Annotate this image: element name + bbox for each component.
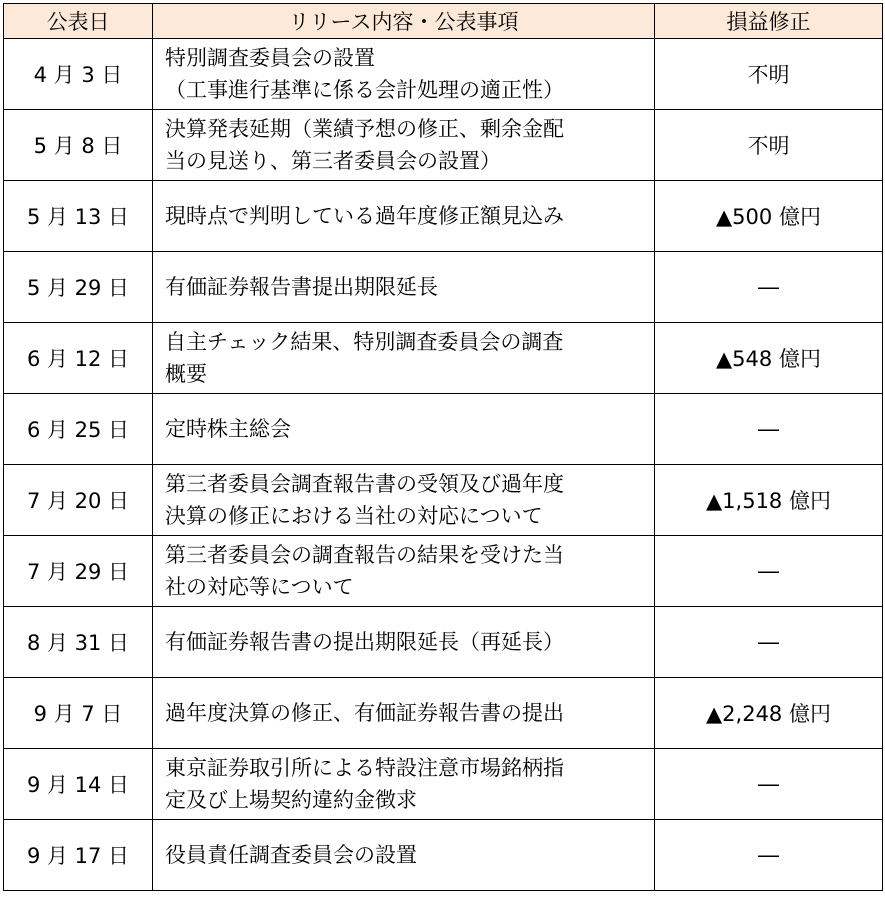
row-impact: ▲548 億円 bbox=[655, 323, 883, 394]
row-content-line: 特別調査委員会の設置 bbox=[165, 46, 375, 70]
row-content-line: 第三者委員会の調査報告の結果を受けた当 bbox=[165, 543, 564, 567]
row-content-line: 決算発表延期（業績予想の修正、剰余金配 bbox=[165, 117, 564, 141]
table-row bbox=[4, 749, 883, 820]
table-row bbox=[4, 678, 883, 749]
row-impact: ▲500 億円 bbox=[655, 181, 883, 252]
row-date: 8 月 31 日 bbox=[4, 607, 153, 678]
table-row bbox=[4, 110, 883, 181]
row-impact: ▲2,248 億円 bbox=[655, 678, 883, 749]
row-content-line: 有価証券報告書提出期限延長 bbox=[165, 275, 438, 299]
row-content bbox=[153, 678, 655, 749]
disclosure-timeline-table bbox=[3, 3, 883, 891]
row-date: 6 月 12 日 bbox=[4, 323, 153, 394]
table-row bbox=[4, 820, 883, 891]
row-date: 7 月 20 日 bbox=[4, 465, 153, 536]
row-content-line: 現時点で判明している過年度修正額見込み bbox=[165, 204, 564, 228]
row-impact: ― bbox=[655, 820, 883, 891]
row-date: 5 月 8 日 bbox=[4, 110, 153, 181]
header-date: 公表日 bbox=[4, 4, 153, 39]
row-impact: ― bbox=[655, 394, 883, 465]
header-impact: 損益修正 bbox=[655, 4, 883, 39]
row-content-line: 決算の修正における当社の対応について bbox=[165, 504, 543, 528]
row-content bbox=[153, 607, 655, 678]
row-content-line: 東京証券取引所による特設注意市場銘柄指 bbox=[165, 756, 564, 780]
row-date: 5 月 29 日 bbox=[4, 252, 153, 323]
row-content bbox=[153, 820, 655, 891]
row-content-line: 当の見送り、第三者委員会の設置） bbox=[165, 149, 501, 173]
row-content-line: 社の対応等について bbox=[165, 575, 354, 599]
row-impact: 不明 bbox=[655, 110, 883, 181]
table-row bbox=[4, 323, 883, 394]
row-content-line: 第三者委員会調査報告書の受領及び過年度 bbox=[165, 472, 564, 496]
header-row bbox=[4, 4, 883, 39]
row-content-line: 有価証券報告書の提出期限延長（再延長） bbox=[165, 630, 564, 654]
row-content-line: 概要 bbox=[165, 362, 207, 386]
table-row bbox=[4, 536, 883, 607]
row-date: 9 月 7 日 bbox=[4, 678, 153, 749]
row-content bbox=[153, 465, 655, 536]
row-content-line: 定時株主総会 bbox=[165, 417, 291, 441]
row-content bbox=[153, 323, 655, 394]
row-content bbox=[153, 181, 655, 252]
row-impact: ― bbox=[655, 749, 883, 820]
row-content bbox=[153, 536, 655, 607]
row-date: 6 月 25 日 bbox=[4, 394, 153, 465]
row-content bbox=[153, 39, 655, 110]
row-impact: 不明 bbox=[655, 39, 883, 110]
row-content bbox=[153, 110, 655, 181]
row-content bbox=[153, 749, 655, 820]
row-date: 4 月 3 日 bbox=[4, 39, 153, 110]
table-row bbox=[4, 252, 883, 323]
row-impact: ― bbox=[655, 607, 883, 678]
table-row bbox=[4, 39, 883, 110]
table-row bbox=[4, 181, 883, 252]
row-content-line: 役員責任調査委員会の設置 bbox=[165, 843, 417, 867]
table-row bbox=[4, 607, 883, 678]
row-impact: ― bbox=[655, 536, 883, 607]
row-date: 7 月 29 日 bbox=[4, 536, 153, 607]
row-content-line: 過年度決算の修正、有価証券報告書の提出 bbox=[165, 701, 564, 725]
row-date: 5 月 13 日 bbox=[4, 181, 153, 252]
row-content-line: 定及び上場契約違約金徴求 bbox=[165, 788, 417, 812]
row-impact: ― bbox=[655, 252, 883, 323]
row-content bbox=[153, 252, 655, 323]
table-row bbox=[4, 394, 883, 465]
row-date: 9 月 17 日 bbox=[4, 820, 153, 891]
row-impact: ▲1,518 億円 bbox=[655, 465, 883, 536]
row-content-line: （工事進行基準に係る会計処理の適正性） bbox=[165, 78, 564, 102]
table-row bbox=[4, 465, 883, 536]
row-content-line: 自主チェック結果、特別調査委員会の調査 bbox=[165, 330, 564, 354]
row-date: 9 月 14 日 bbox=[4, 749, 153, 820]
row-content bbox=[153, 394, 655, 465]
header-content: リリース内容・公表事項 bbox=[153, 4, 655, 39]
